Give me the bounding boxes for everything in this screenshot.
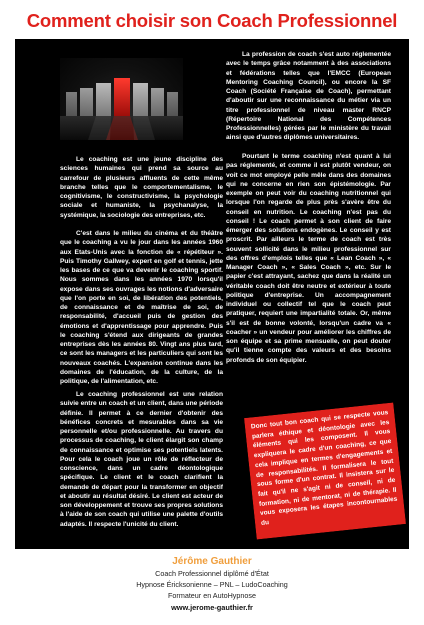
left-column-text xyxy=(60,155,223,386)
author-training: Formateur en AutoHypnose xyxy=(168,591,256,601)
red-door-icon xyxy=(60,58,183,140)
left-column-lower-text xyxy=(60,390,223,529)
paragraph: Le coaching professionnel est une relation suivie entre un coach et un client, dans une période définie. Il permet à ce dernier d'obtenir des bénéfices concrets et mesurables dans sa vie personnelle et/ou professionnelle. Au travers du processus de coaching, le client élargit son champ de connaissance et optimise ses potentiels latents. Pour cela le coach joue un rôle de réflecteur de conscience, dans un cadre déontologique spécifique. Le client et le coach clarifient la demande de départ pour la transformer en objectif et aboutir au résultat désiré. Le client est acteur de son développement et trouve ses propres solutions à l'aide de son coach qui utilise une palette d'outils adaptés. Il respecte l'unicité du client. xyxy=(60,391,223,528)
highlight-note-text: Donc tout bon coach qui se respecte vous parlera éthique et déontologie avec les éléments qui les composent. Il vous expliquera le cadre d'un coaching, ce que cela implique en termes d'engagements et de responsabilités. Il formalisera le tout sous forme d'un contrat. Il insistera sur le fait qu'il ne s'agit ni de conseil, ni de formation, ni de mentorat, ni de thérapie. Il vous exposera les étapes incontournables du xyxy=(250,409,398,527)
paragraph: Pourtant le terme coaching n'est quant à lui pas réglementé, et comme il est plutôt vendeur, on voit ce mot employé pelle mêle dans des domaines qui ne concerne en rien son épistémologie. Par exemple on peut voir du coaching nutritionnel qui lorsque l'on regarde de plus près s'avère être du conseil en nutrition. Le coaching n'est pas du conseil ! Le coach permet à son client de faire émerger des solutions endogènes. Le conseil y est proscrit. Par ailleurs le terme de coach est très souvent sollicité dans le milieu professionnel sur des offres d'emplois telles que « Lean Coach », « Manager Coach », « Sales Coach », etc. Sur le papier c'est attrayant, sachez que dans la réalité un véritable coach doit être neutre et extérieur à toute politique d'entreprise. Un accompagnement individuel ou collectif tel que le coach peut pratiquer, requiert une impartialité totale. Or, même s'il est de bonne volonté, lorsqu'un cadre va « coacher » un vendeur pour améliorer les chiffres de son équipe et sa prime mensuelle, on peut douter qu'il tienne compte des valeurs et des besoins profonds de son équipier. xyxy=(226,153,391,364)
highlight-note xyxy=(244,402,406,539)
author-website: www.jerome-gauthier.fr xyxy=(171,602,253,612)
page-title: Comment choisir son Coach Professionnel xyxy=(26,10,398,31)
intro-regulation-text xyxy=(226,50,391,143)
paragraph: C'est dans le milieu du cinéma et du théâtre que le coaching a vu le jour dans les années 1960 aux Etats-Unis avec la fonction de « répétiteur ». Puis Timothy Gallwey, expert en golf et tennis, jette les bases de ce que va devenir le coaching sportif. Nous sommes dans les années 1970 lorsqu'il expose dans ses ouvrages les notions d'adversaire que l'on porte en soi, de libération des potentiels, de connaissance et de maîtrise de soi, de responsabilité, d'accueil puis de gestion des émotions et d'apprentissage pour apprendre. Puis le coaching s'étend aux dirigeants de grandes entreprises dès les années 80. Vingt ans plus tard, ce sont les managers et les particuliers qui sont les nouveaux coachés. L'expansion continue dans les domaines de l'éducation, de la culture, de la politique, de l'alimentation, etc. xyxy=(60,230,223,385)
author-title: Coach Professionnel diplômé d'État xyxy=(155,569,269,578)
red-door-illustration xyxy=(60,58,183,140)
author-name: Jérôme Gauthier xyxy=(172,556,252,567)
author-footer xyxy=(0,556,424,613)
paragraph: La profession de coach s'est auto réglementée avec le temps grâce notamment à des associations et fédérations telles que l'EMCC (European Mentoring Coaching Council), ou encore la SF Coach (Société Française de Coach), permettant d'aboutir sur une reconnaissance du métier via un titre professionnel de niveau master RNCP (Répertoire National des Compétences Professionnelles) gérées par le ministère du travail ainsi que d'autres diplômes universitaires. xyxy=(226,51,391,142)
paragraph: Le coaching est une jeune discipline des sciences humaines qui prend sa source au carrefour de plusieurs affluents de cette même branche telles que le comportementalisme, le cognitivisme, le constructivisme, la psychologie sociale et humaniste, la psychanalyse, la systémique, la sociologie des entreprises, etc. xyxy=(60,156,223,219)
author-specialties: Hypnose Éricksonienne – PNL – LudoCoaching xyxy=(136,580,288,590)
right-column-text xyxy=(226,152,391,365)
